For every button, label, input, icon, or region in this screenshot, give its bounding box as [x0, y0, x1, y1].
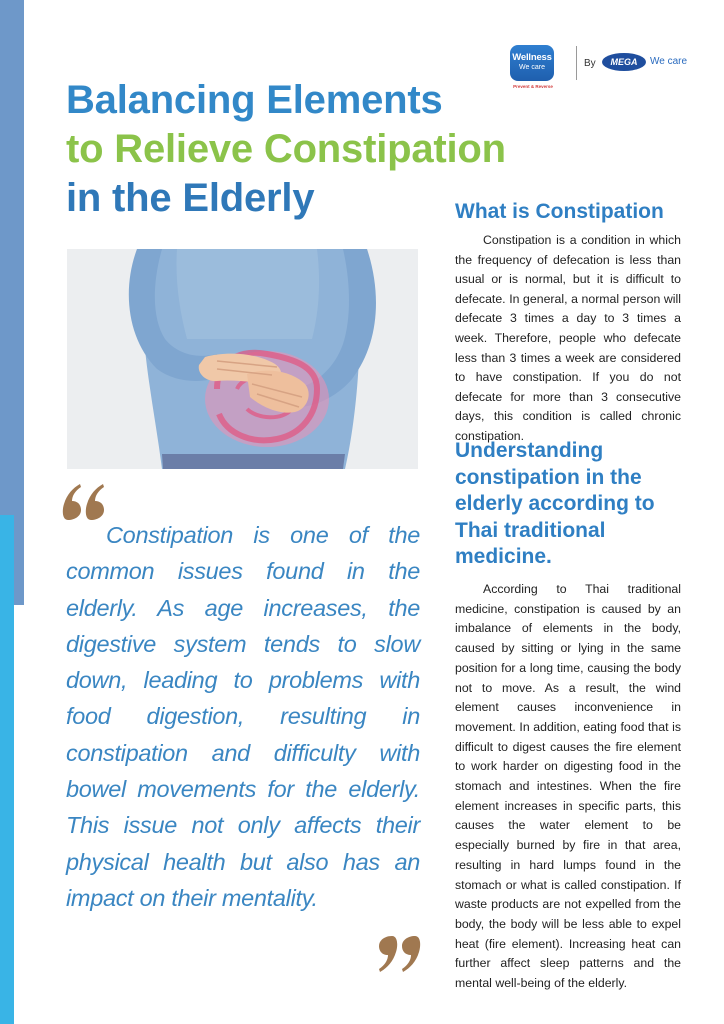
logo-divider [576, 46, 577, 80]
wellness-logo-line2: We care [519, 64, 545, 71]
section-heading-thai-medicine: Understanding constipation in the elderly according to Thai traditional medicine. [455, 439, 655, 568]
title-line-2: to Relieve Constipation [66, 127, 506, 171]
by-label: By [584, 58, 596, 69]
close-quote-icon [377, 932, 421, 980]
stomach-pain-photo [67, 249, 418, 469]
mega-logo: MEGA [602, 53, 646, 71]
title-line-1: Balancing Elements [66, 78, 443, 122]
section-heading-what-is-constipation: What is Constipation [455, 200, 664, 223]
brand-logos [508, 42, 698, 102]
wellness-logo [510, 45, 554, 81]
mega-we-care-label: We care [650, 56, 688, 67]
section-body-what-is-constipation: Constipation is a condition in which the frequency of defecation is less than usual or is normal, but it is difficult to defecate. In general, a normal person will defecate 3 times a day to 3 times a week. Therefore, people who defecate less than 3 times a week are considered to have constipation. If you do not defecate for more than 3 consecutive days, this condition is called chronic constipation. [455, 233, 681, 443]
wellness-tagline: Prevent & Reverse [513, 84, 553, 89]
title-line-3: in the Elderly [66, 176, 315, 220]
sidebar-decoration-bottom [0, 515, 14, 1024]
pull-quote: Constipation is one of the common issues found in the elderly. As age increases, the digestive system tends to slow down, leading to problems with food digestion, resulting in constipation and difficulty with bowel movements for the elderly. This issue not only affects their physical health but also has an impact on their mentality. [66, 522, 420, 911]
wellness-logo-line1: Wellness [512, 52, 552, 63]
page-title [66, 76, 506, 223]
section-body-thai-medicine: According to Thai traditional medicine, constipation is caused by an imbalance of elements in the body, caused by sitting or lying in the same position for a long time, causing the body not to move. As a result, the wind element causes inconvenience in movement. In addition, eating food that is difficult to digest causes the fire element to work harder on digesting food in the stomach and intestines. When the fire element increases in specific parts, this causes the water element to be especially burned by fire in that area, resulting in hard lumps found in the stomach or what is called constipation. If waste products are not expelled from the body, the body will be less able to expel heat (fire element). Increasing heat can further affect sleep patterns and the mental well-being of the elderly. [455, 582, 681, 991]
